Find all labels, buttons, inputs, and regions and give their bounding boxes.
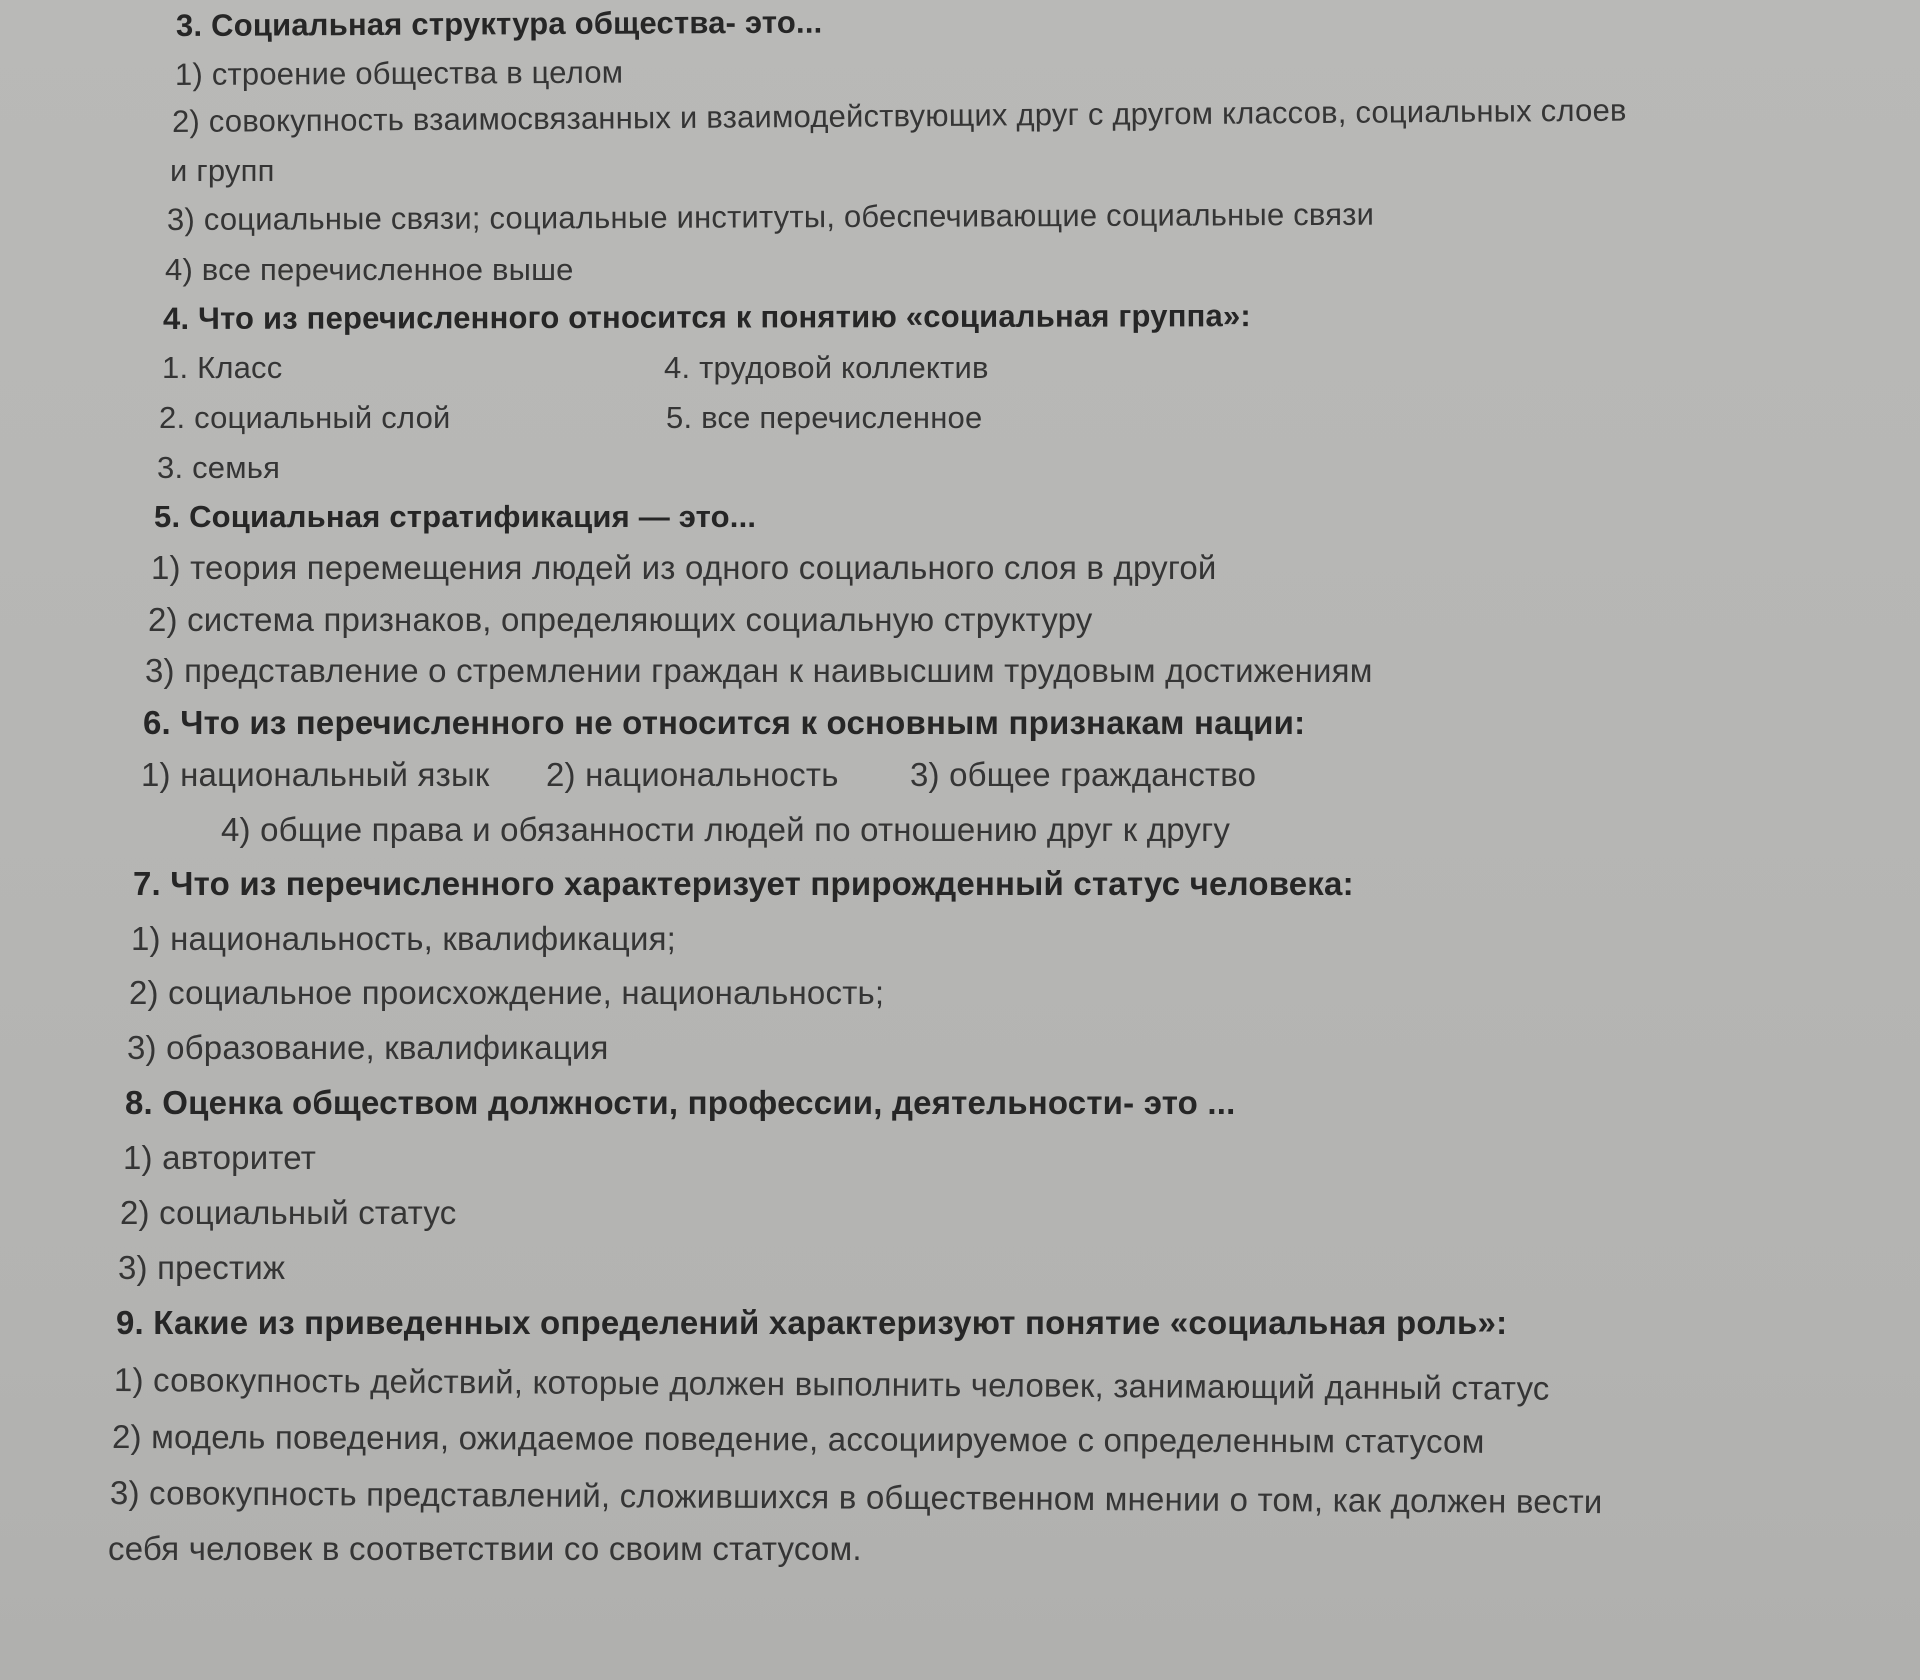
question-3-option-4: 4) все перечисленное выше [165,252,574,287]
question-5-title: 5. Социальная стратификация — это... [154,499,757,534]
question-8-option-2: 2) социальный статус [120,1194,457,1231]
question-6-option-2: 2) национальность [546,756,839,793]
question-7-option-1: 1) национальность, квалификация; [131,920,677,957]
question-9-option-3: 3) совокупность представлений, сложившихся в общественном мнении о том, как должен вести [109,1474,1603,1521]
question-5-option-1: 1) теория перемещения людей из одного социального слоя в другой [151,549,1217,586]
question-3-title: 3. Социальная структура общества- это... [175,4,823,43]
question-4-option-4: 4. трудовой коллектив [664,350,989,385]
question-8-option-3: 3) престиж [118,1249,286,1286]
question-3-option-2: 2) совокупность взаимосвязанных и взаимодействующих друг с другом классов, социальных слоев [171,92,1627,139]
question-7-option-2: 2) социальное происхождение, национальность; [129,974,885,1011]
question-5-option-3: 3) представление о стремлении граждан к наивысшим трудовым достижениям [145,652,1373,689]
question-3-option-2-continued: и групп [170,153,275,188]
question-8-title: 8. Оценка обществом должности, профессии, деятельности- это ... [125,1084,1236,1121]
question-6-option-4: 4) общие права и обязанности людей по отношению друг к другу [221,811,1231,848]
question-4-option-1: 1. Класс [162,350,283,385]
question-9-option-2: 2) модель поведения, ожидаемое поведение, ассоциируемое с определенным статусом [111,1418,1485,1460]
question-8-option-1: 1) авторитет [123,1139,317,1176]
question-9-option-1: 1) совокупность действий, которые должен выполнить человек, занимающий данный статус [113,1361,1550,1407]
question-4-option-3: 3. семья [157,450,281,485]
question-6-title: 6. Что из перечисленного не относится к основным признакам нации: [143,704,1306,741]
question-4-option-2: 2. социальный слой [159,400,451,435]
question-6-option-3: 3) общее гражданство [910,756,1257,793]
question-4-title: 4. Что из перечисленного относится к понятию «социальная группа»: [162,298,1251,336]
question-5-option-2: 2) система признаков, определяющих социальную структуру [148,601,1093,638]
question-7-title: 7. Что из перечисленного характеризует прирожденный статус человека: [133,865,1354,902]
question-3-option-1: 1) строение общества в целом [174,54,624,92]
question-7-option-3: 3) образование, квалификация [127,1029,609,1066]
question-9-title: 9. Какие из приведенных определений характеризуют понятие «социальная роль»: [116,1304,1508,1341]
question-4-option-5: 5. все перечисленное [666,400,983,435]
question-3-option-3: 3) социальные связи; социальные институты, обеспечивающие социальные связи [166,196,1375,237]
question-9-option-3-continued: себя человек в соответствии со своим статусом. [108,1530,862,1567]
question-6-option-1: 1) национальный язык [141,756,490,793]
